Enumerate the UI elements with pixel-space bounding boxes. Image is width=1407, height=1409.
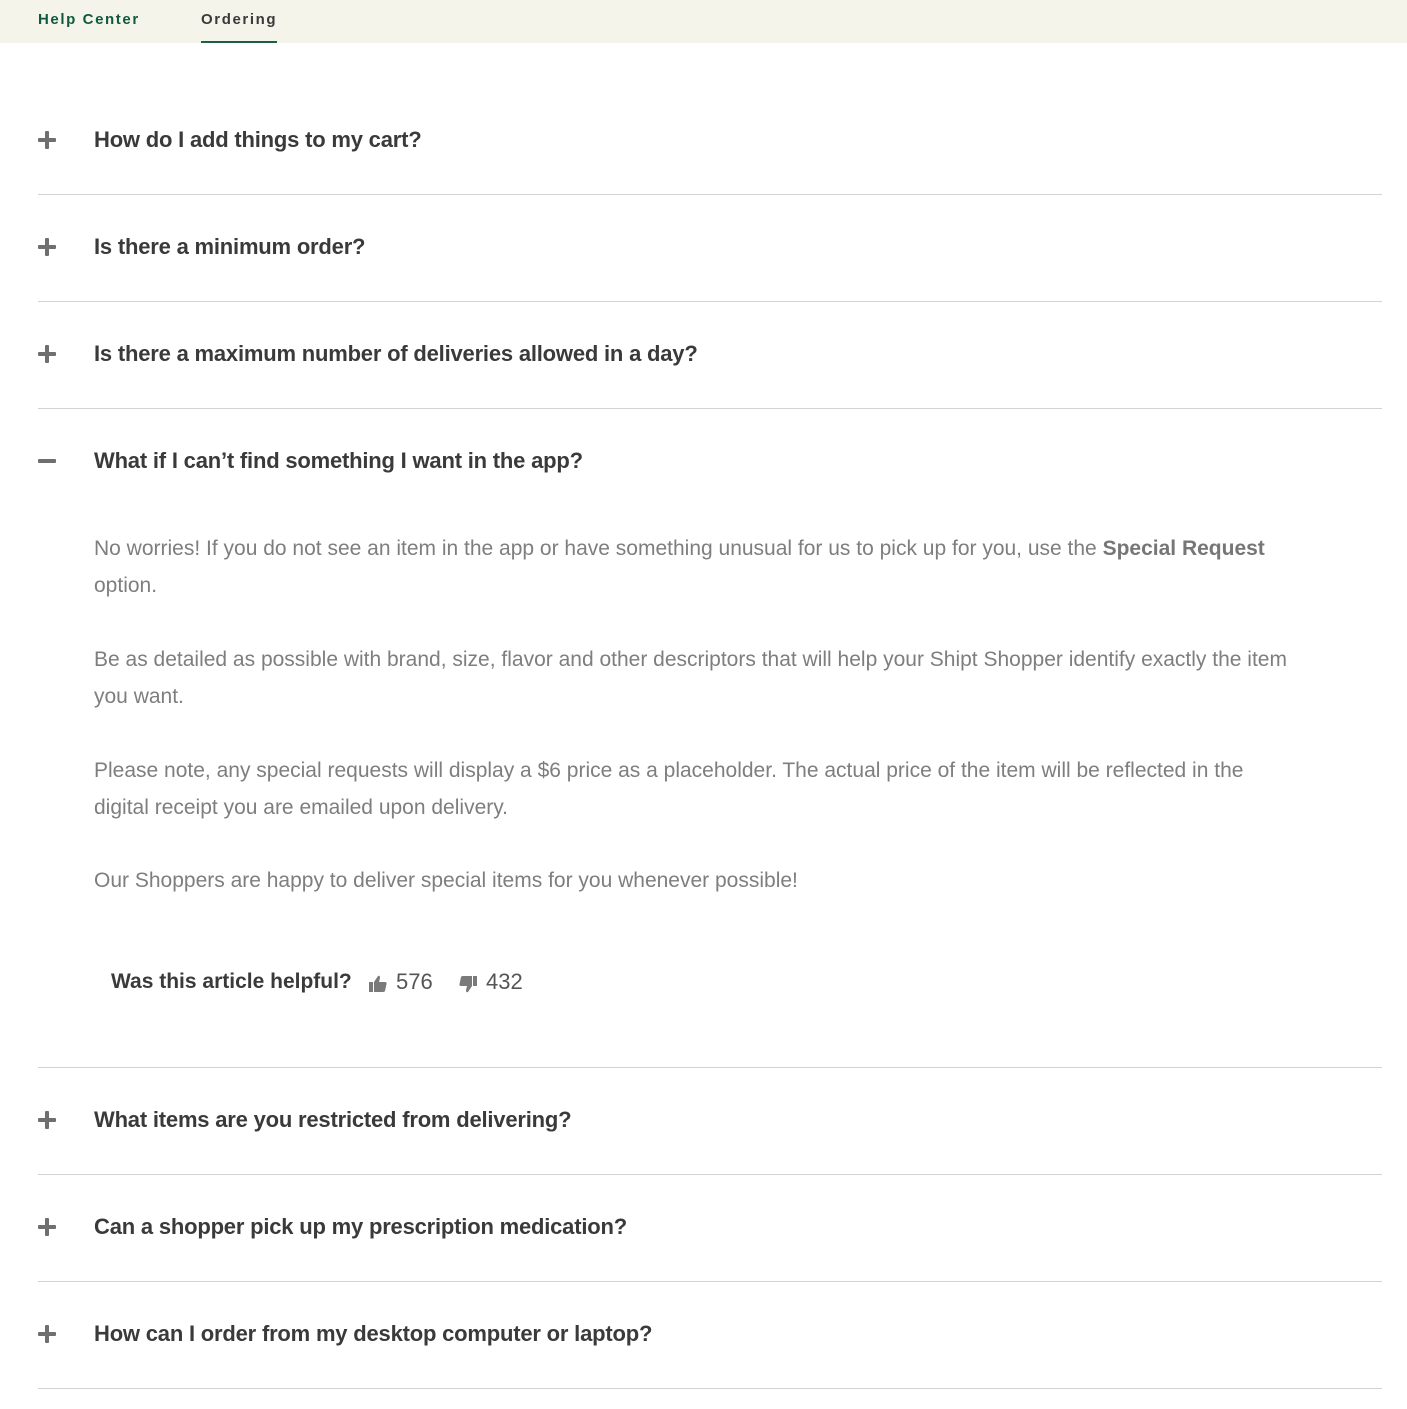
plus-icon (38, 131, 56, 149)
faq-item-restricted-items[interactable] (38, 1090, 1382, 1150)
nav-ordering[interactable] (201, 0, 277, 43)
divider (38, 1281, 1382, 1282)
faq-item-prescription[interactable] (38, 1197, 1382, 1257)
answer-paragraph-2 (94, 641, 1294, 715)
faq-question: Can a shopper pick up my prescription medication? (94, 1214, 627, 1239)
answer-text: option. (94, 574, 158, 597)
special-request-term: Special Request (1102, 537, 1265, 560)
faq-item-add-to-cart[interactable] (38, 110, 1382, 170)
answer-paragraph-4 (94, 862, 1294, 899)
answer-text: Be as detailed as possible with brand, size, flavor and other descriptors that will help your Shipt Shopper identify exactly the item you want. (94, 648, 1287, 708)
thumbs-up-count: 576 (396, 969, 433, 994)
faq-question: What items are you restricted from delivering? (94, 1107, 572, 1132)
top-nav (0, 0, 1407, 43)
plus-icon (38, 1325, 56, 1343)
thumbs-up-icon (368, 974, 388, 994)
divider (38, 1067, 1382, 1068)
answer-text: No worries! If you do not see an item in the app or have something unusual for us to pick up for you, use the (94, 537, 1103, 560)
faq-question: Is there a maximum number of deliveries allowed in a day? (94, 341, 698, 366)
answer-text: Our Shoppers are happy to deliver special items for you whenever possible! (94, 869, 798, 892)
answer-paragraph-3 (94, 752, 1294, 826)
answer-paragraph-1 (94, 530, 1294, 604)
divider (38, 408, 1382, 409)
faq-question: Is there a minimum order? (94, 234, 366, 259)
plus-icon (38, 345, 56, 363)
faq-item-desktop-order[interactable] (38, 1304, 1382, 1364)
plus-icon (38, 1111, 56, 1129)
divider (38, 1174, 1382, 1175)
faq-question: What if I can’t find something I want in the app? (94, 448, 583, 473)
plus-icon (38, 238, 56, 256)
faq-item-cant-find-item[interactable] (38, 431, 1382, 491)
faq-item-minimum-order[interactable] (38, 217, 1382, 277)
thumbs-down-icon (458, 974, 478, 994)
faq-question: How can I order from my desktop computer or laptop? (94, 1321, 653, 1346)
answer-text: Please note, any special requests will display a $6 price as a placeholder. The actual price of the item will be reflected in the digital receipt you are emailed upon delivery. (94, 759, 1244, 819)
feedback-label: Was this article helpful? (111, 970, 352, 993)
divider (38, 1388, 1382, 1389)
nav-ordering-label: Ordering (201, 11, 278, 28)
active-tab-underline (201, 41, 277, 43)
minus-icon (38, 452, 56, 470)
nav-help-center[interactable]: Help Center (38, 11, 140, 28)
divider (38, 194, 1382, 195)
divider (38, 301, 1382, 302)
thumbs-down-count: 432 (486, 969, 523, 994)
plus-icon (38, 1218, 56, 1236)
faq-question: How do I add things to my cart? (94, 127, 422, 152)
faq-item-max-deliveries[interactable] (38, 324, 1382, 384)
